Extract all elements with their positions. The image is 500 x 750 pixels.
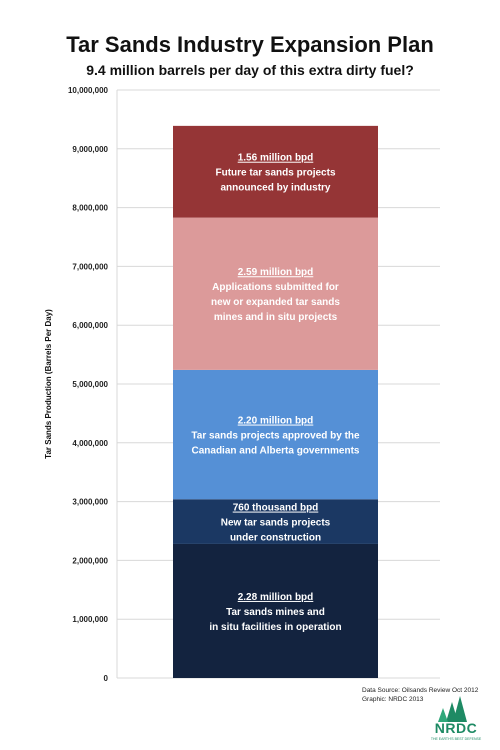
segment-description: in situ facilities in operation — [209, 621, 342, 633]
segment-description: Tar sands mines and — [226, 606, 325, 618]
segment-description: New tar sands projects — [220, 517, 331, 529]
segment-description: under construction — [229, 532, 322, 544]
y-axis-label: Tar Sands Production (Barrels Per Day) — [44, 309, 53, 459]
segment-amount-label: 2.59 million bpd — [237, 267, 314, 279]
source-line: Data Source: Oilsands Review Oct 2012 — [362, 687, 479, 694]
segment-amount-label: 760 thousand bpd — [232, 502, 319, 514]
segment-description: mines and in situ projects — [213, 312, 338, 324]
chart-title: Tar Sands Industry Expansion Plan — [66, 32, 434, 57]
logo-tagline: THE EARTH'S BEST DEFENSE — [430, 737, 482, 741]
y-tick-label: 3,000,000 — [72, 497, 108, 507]
chart-subtitle: 9.4 million barrels per day of this extra dirty fuel? — [86, 62, 414, 78]
y-tick-label: 0 — [103, 674, 108, 683]
y-tick-label: 5,000,000 — [72, 380, 108, 389]
nrdc-logo — [426, 694, 486, 746]
segment-description: Applications submitted for — [212, 282, 339, 294]
y-tick-label: 7,000,000 — [72, 262, 108, 272]
segment-description: announced by industry — [220, 182, 331, 194]
segment-description: Tar sands projects approved by the — [191, 430, 360, 442]
y-tick-label: 1,000,000 — [72, 615, 108, 625]
y-tick-label: 10,000,000 — [67, 86, 108, 95]
segment-description: new or expanded tar sands — [211, 297, 340, 309]
y-axis-ticks — [68, 86, 109, 683]
bar-segment — [173, 218, 378, 370]
segment-amount-label: 2.20 million bpd — [237, 415, 314, 427]
segment-amount-label: 1.56 million bpd — [237, 152, 314, 164]
segment-amount-label: 2.28 million bpd — [237, 591, 314, 603]
y-tick-label: 6,000,000 — [72, 321, 108, 331]
graphic-credit-line: Graphic: NRDC 2013 — [362, 696, 424, 703]
y-tick-label: 9,000,000 — [72, 144, 108, 154]
y-tick-label: 2,000,000 — [72, 556, 108, 566]
logo-wordmark: NRDC — [434, 720, 478, 736]
y-tick-label: 4,000,000 — [72, 438, 108, 448]
segment-description: Canadian and Alberta governments — [191, 445, 360, 457]
segment-description: Future tar sands projects — [215, 167, 336, 179]
y-tick-label: 8,000,000 — [72, 203, 108, 213]
